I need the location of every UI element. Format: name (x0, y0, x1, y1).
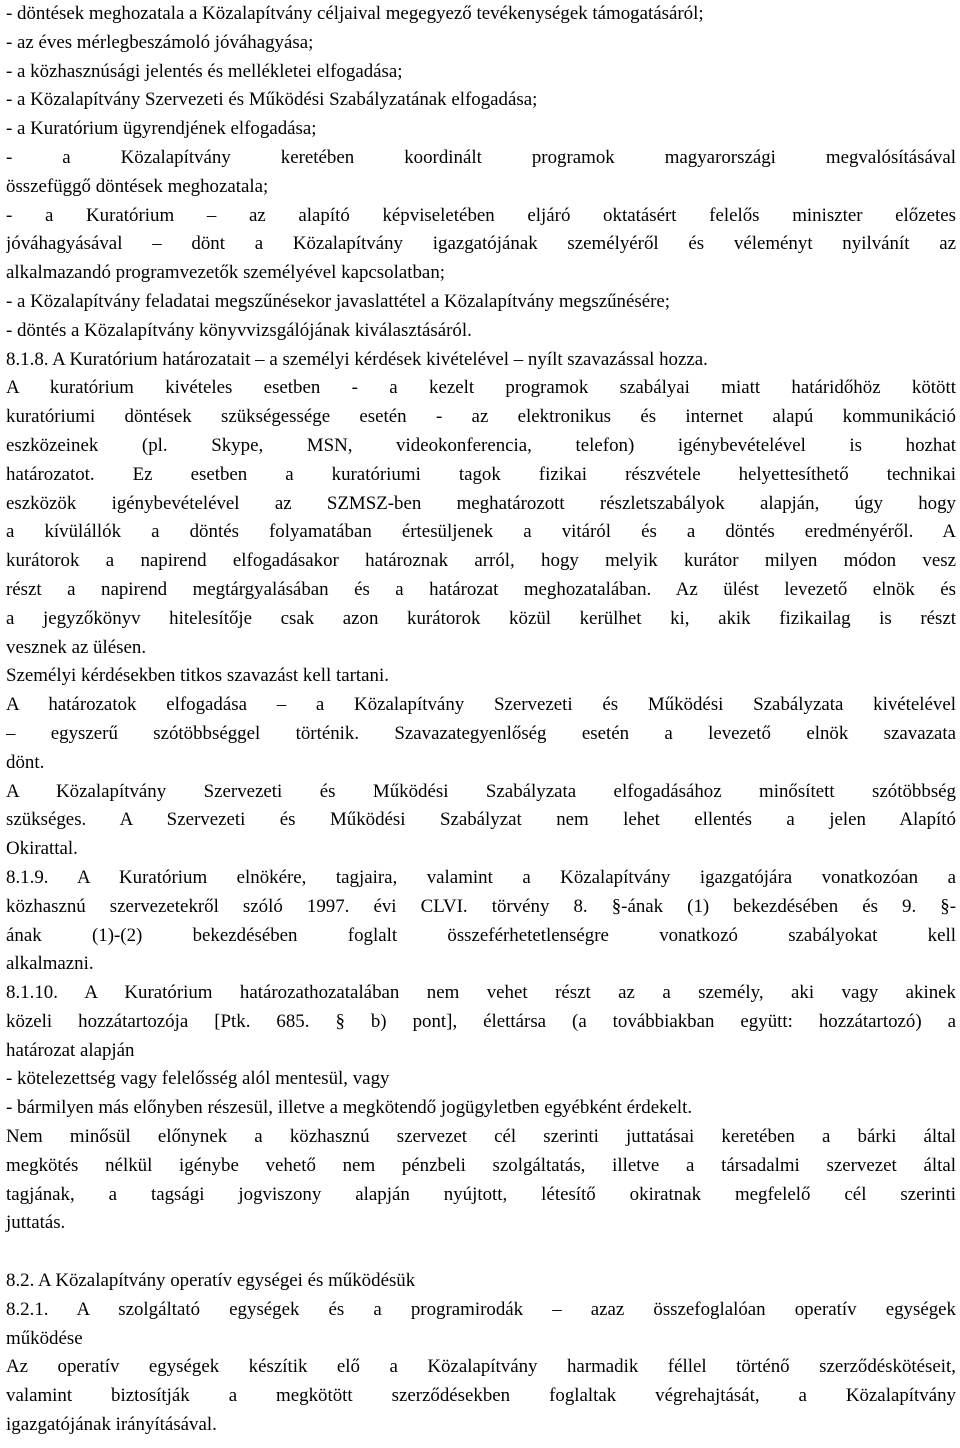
text-line: alkalmazandó programvezetők személyével kapcsolatban; (6, 262, 446, 284)
text-line: kuratóriumi döntések szükségessége esetén - az elektronikus és internet alapú kommunikáció (6, 406, 956, 428)
text-line: 8.2. A Közalapítvány operatív egységei és működésük (6, 1270, 416, 1292)
text-line: tagjának, a tagsági jogviszony alapján nyújtott, létesítő okiratnak megfelelő cél szerinti (6, 1183, 956, 1205)
text-line: szükséges. A Szervezeti és Működési Szabályzat nem lehet ellentés a jelen Alapító (6, 809, 956, 831)
text-line: - a Kuratórium ügyrendjének elfogadása; (6, 118, 317, 140)
text-line: jóváhagyásával – dönt a Közalapítvány igazgatójának személyéről és véleményt nyilvánít az (6, 233, 956, 255)
text-line: részt a napirend megtárgyalásában és a határozat meghozatalában. Az ülést levezető elnök és (6, 578, 956, 600)
text-line: A határozatok elfogadása – a Közalapítvány Szervezeti és Működési Szabályzata kivételével (6, 694, 956, 716)
text-line: valamint biztosítják a megkötött szerződésekben foglaltak végrehajtását, a Közalapítvány (6, 1385, 956, 1407)
text-line: kurátorok a napirend elfogadásakor határoznak arról, hogy melyik kurátor milyen módon vesz (6, 550, 956, 572)
text-line: határozat alapján (6, 1039, 135, 1061)
text-line: Okirattal. (6, 838, 78, 860)
text-line: a kívülállók a döntés folyamatában értesüljenek a vitáról és a döntés eredményéről. A (6, 521, 956, 543)
text-line: ának (1)-(2) bekezdésében foglalt összeférhetetlenségre vonatkozó szabályokat kell (6, 924, 956, 946)
text-line: - az éves mérlegbeszámoló jóváhagyása; (6, 31, 314, 53)
text-line (6, 1238, 956, 1267)
text-line: igazgatójának irányításával. (6, 1414, 217, 1436)
text-line: megkötés nélkül igénybe vehető nem pénzbeli szolgáltatás, illetve a társadalmi szervezet által (6, 1154, 956, 1176)
text-line: - a Kuratórium – az alapító képviseletében eljáró oktatásért felelős miniszter előzetes (6, 204, 956, 226)
text-line: juttatás. (6, 1212, 66, 1234)
text-line: – egyszerű szótöbbséggel történik. Szavazategyenlőség esetén a levezető elnök szavazata (6, 722, 956, 744)
text-line: - a közhasznúsági jelentés és mellékletei elfogadása; (6, 60, 403, 82)
text-line: a jegyzőkönyv hitelesítője csak azon kurátorok közül kerülhet ki, akik fizikailag is részt (6, 607, 956, 629)
text-line: dönt. (6, 751, 45, 773)
text-line: - a Közalapítvány feladatai megszűnésekor javaslattétel a Közalapítvány megszűnésére; (6, 290, 671, 312)
text-line: eszközeinek (pl. Skype, MSN, videokonferencia, telefon) igénybevételével is hozhat (6, 434, 956, 456)
document-page (6, 0, 956, 1440)
text-line: Nem minősül előnynek a közhasznú szervezet cél szerinti juttatásai keretében a bárki által (6, 1126, 956, 1148)
text-line: - bármilyen más előnyben részesül, illetve a megkötendő jogügyletben egyébként érdekelt. (6, 1097, 693, 1119)
text-line: közhasznú szervezetekről szóló 1997. évi CLVI. törvény 8. §-ának (1) bekezdésében és 9. §- (6, 895, 956, 917)
text-line: működése (6, 1327, 83, 1349)
text-line: Személyi kérdésekben titkos szavazást kell tartani. (6, 665, 389, 687)
text-line: 8.1.8. A Kuratórium határozatait – a személyi kérdések kivételével – nyílt szavazással hozza. (6, 348, 708, 370)
text-line: - a Közalapítvány keretében koordinált programok magyarországi megvalósításával (6, 146, 956, 168)
text-line: alkalmazni. (6, 953, 94, 975)
text-line: vesznek az ülésen. (6, 636, 147, 658)
text-line: összefüggő döntések meghozatala; (6, 175, 269, 197)
text-line: közeli hozzátartozója [Ptk. 685. § b) pont], élettársa (a továbbiakban együtt: hozzátartozó) a (6, 1010, 956, 1032)
text-line: Az operatív egységek készítik elő a Közalapítvány harmadik féllel történő szerződéskötéseit, (6, 1356, 956, 1378)
text-line: A Közalapítvány Szervezeti és Működési Szabályzata elfogadásához minősített szótöbbség (6, 780, 956, 802)
text-line: - döntés a Közalapítvány könyvvizsgálójának kiválasztásáról. (6, 319, 472, 341)
text-line: eszközök igénybevételével az SZMSZ-ben meghatározott részletszabályok alapján, úgy hogy (6, 492, 956, 514)
text-line: 8.1.10. A Kuratórium határozathozatalában nem vehet részt az a személy, aki vagy akinek (6, 982, 956, 1004)
text-line: - a Közalapítvány Szervezeti és Működési Szabályzatának elfogadása; (6, 89, 538, 111)
text-line: A kuratórium kivételes esetben - a kezelt programok szabályai miatt határidőhöz kötött (6, 377, 956, 399)
text-line: határozatot. Ez esetben a kuratóriumi tagok fizikai részvétele helyettesíthető technikai (6, 463, 956, 485)
text-line: 8.2.1. A szolgáltató egységek és a programirodák – azaz összefoglalóan operatív egységek (6, 1298, 956, 1320)
text-line: - kötelezettség vagy felelősség alól mentesül, vagy (6, 1068, 390, 1090)
text-line: 8.1.9. A Kuratórium elnökére, tagjaira, valamint a Közalapítvány igazgatójára vonatkozóan a (6, 866, 956, 888)
text-line: - döntések meghozatala a Közalapítvány céljaival megegyező tevékenységek támogatásáról; (6, 3, 704, 24)
